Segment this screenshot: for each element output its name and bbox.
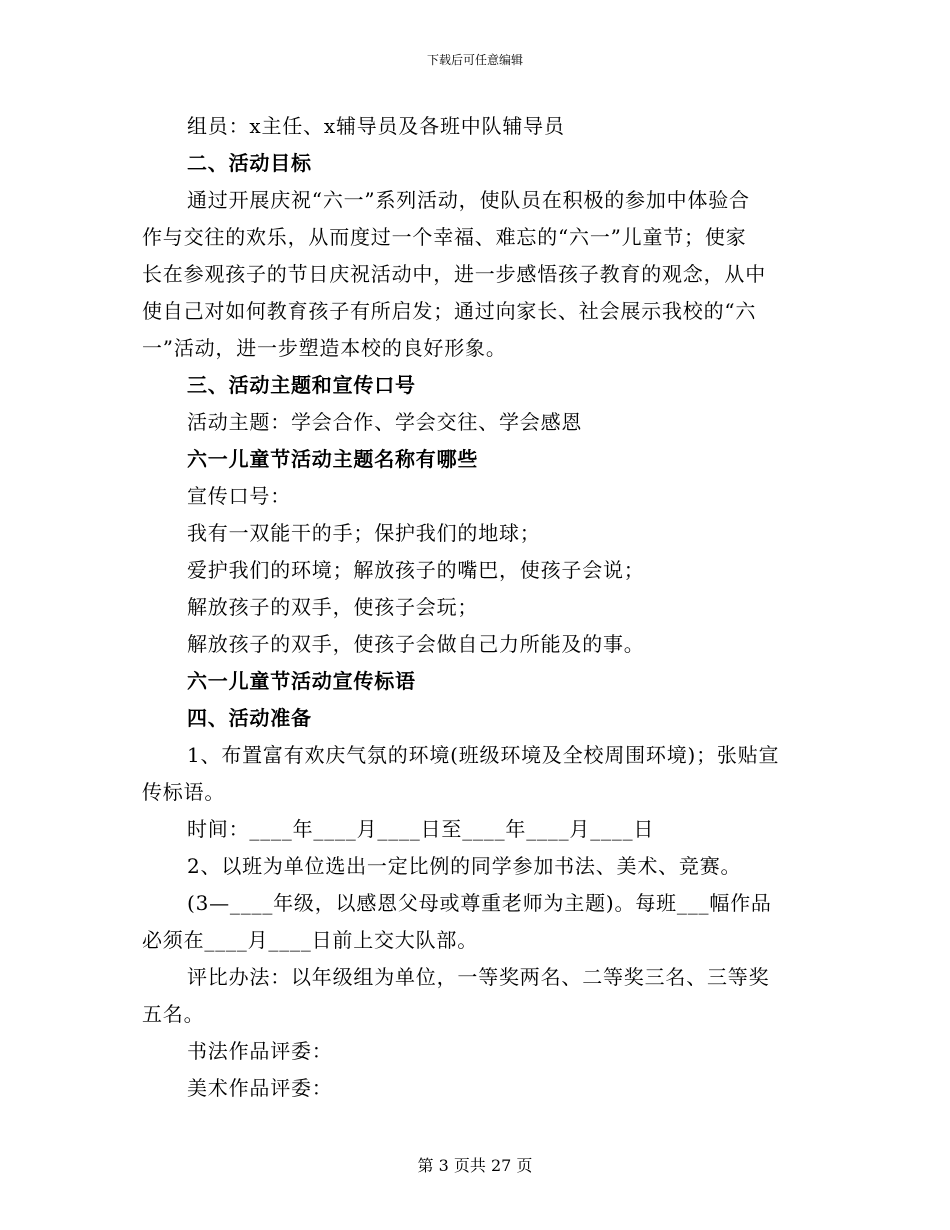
text-line: 组员：x主任、x辅导员及各班中队辅导员 (187, 114, 565, 138)
document-body (142, 108, 810, 1107)
text-line: 解放孩子的双手，使孩子会做自己力所能及的事。 (187, 632, 645, 656)
section-heading: 六一儿童节活动主题名称有哪些 (187, 447, 479, 471)
text-line: 解放孩子的双手，使孩子会玩； (187, 595, 479, 619)
text-line: 必须在____月____日前上交大队部。 (142, 928, 478, 952)
text-line: 时间：____年____月____日至____年____月____日 (187, 817, 655, 841)
section-heading: 二、活动目标 (187, 151, 312, 175)
section-heading: 六一儿童节活动宣传标语 (187, 669, 416, 693)
text-line: 爱护我们的环境；解放孩子的嘴巴，使孩子会说； (187, 558, 645, 582)
text-line: 我有一双能干的手；保护我们的地球； (187, 521, 541, 545)
text-line: (3—____年级，以感恩父母或尊重老师为主题)。每班___幅作品 (187, 891, 772, 915)
page-header: 下载后可任意编辑 (426, 53, 523, 67)
text-line: 通过开展庆祝“六一”系列活动，使队员在积极的参加中体验合 (187, 188, 750, 212)
text-line: 美术作品评委： (187, 1076, 333, 1100)
text-line: 1、布置富有欢庆气氛的环境(班级环境及全校周围环境)；张贴宣 (187, 743, 780, 767)
text-line: 活动主题：学会合作、学会交往、学会感恩 (187, 410, 583, 434)
text-line: 五名。 (142, 1002, 205, 1026)
text-line: 使自己对如何教育孩子有所启发；通过向家长、社会展示我校的“六 (142, 299, 757, 323)
text-line: 传标语。 (142, 780, 226, 804)
text-line: 评比办法：以年级组为单位，一等奖两名、二等奖三名、三等奖 (187, 965, 770, 989)
section-heading: 三、活动主题和宣传口号 (187, 373, 416, 397)
text-line: 2、以班为单位选出一定比例的同学参加书法、美术、竞赛。 (187, 854, 742, 878)
page-footer: 第 3 页共 27 页 (417, 1156, 533, 1175)
text-line: 一”活动，进一步塑造本校的良好形象。 (142, 336, 507, 360)
text-line: 作与交往的欢乐，从而度过一个幸福、难忘的“六一”儿童节；使家 (142, 225, 747, 249)
text-line: 书法作品评委： (187, 1039, 333, 1063)
text-line: 宣传口号： (187, 484, 291, 508)
text-line: 长在参观孩子的节日庆祝活动中，进一步感悟孩子教育的观念，从中 (142, 262, 766, 286)
section-heading: 四、活动准备 (187, 706, 312, 730)
